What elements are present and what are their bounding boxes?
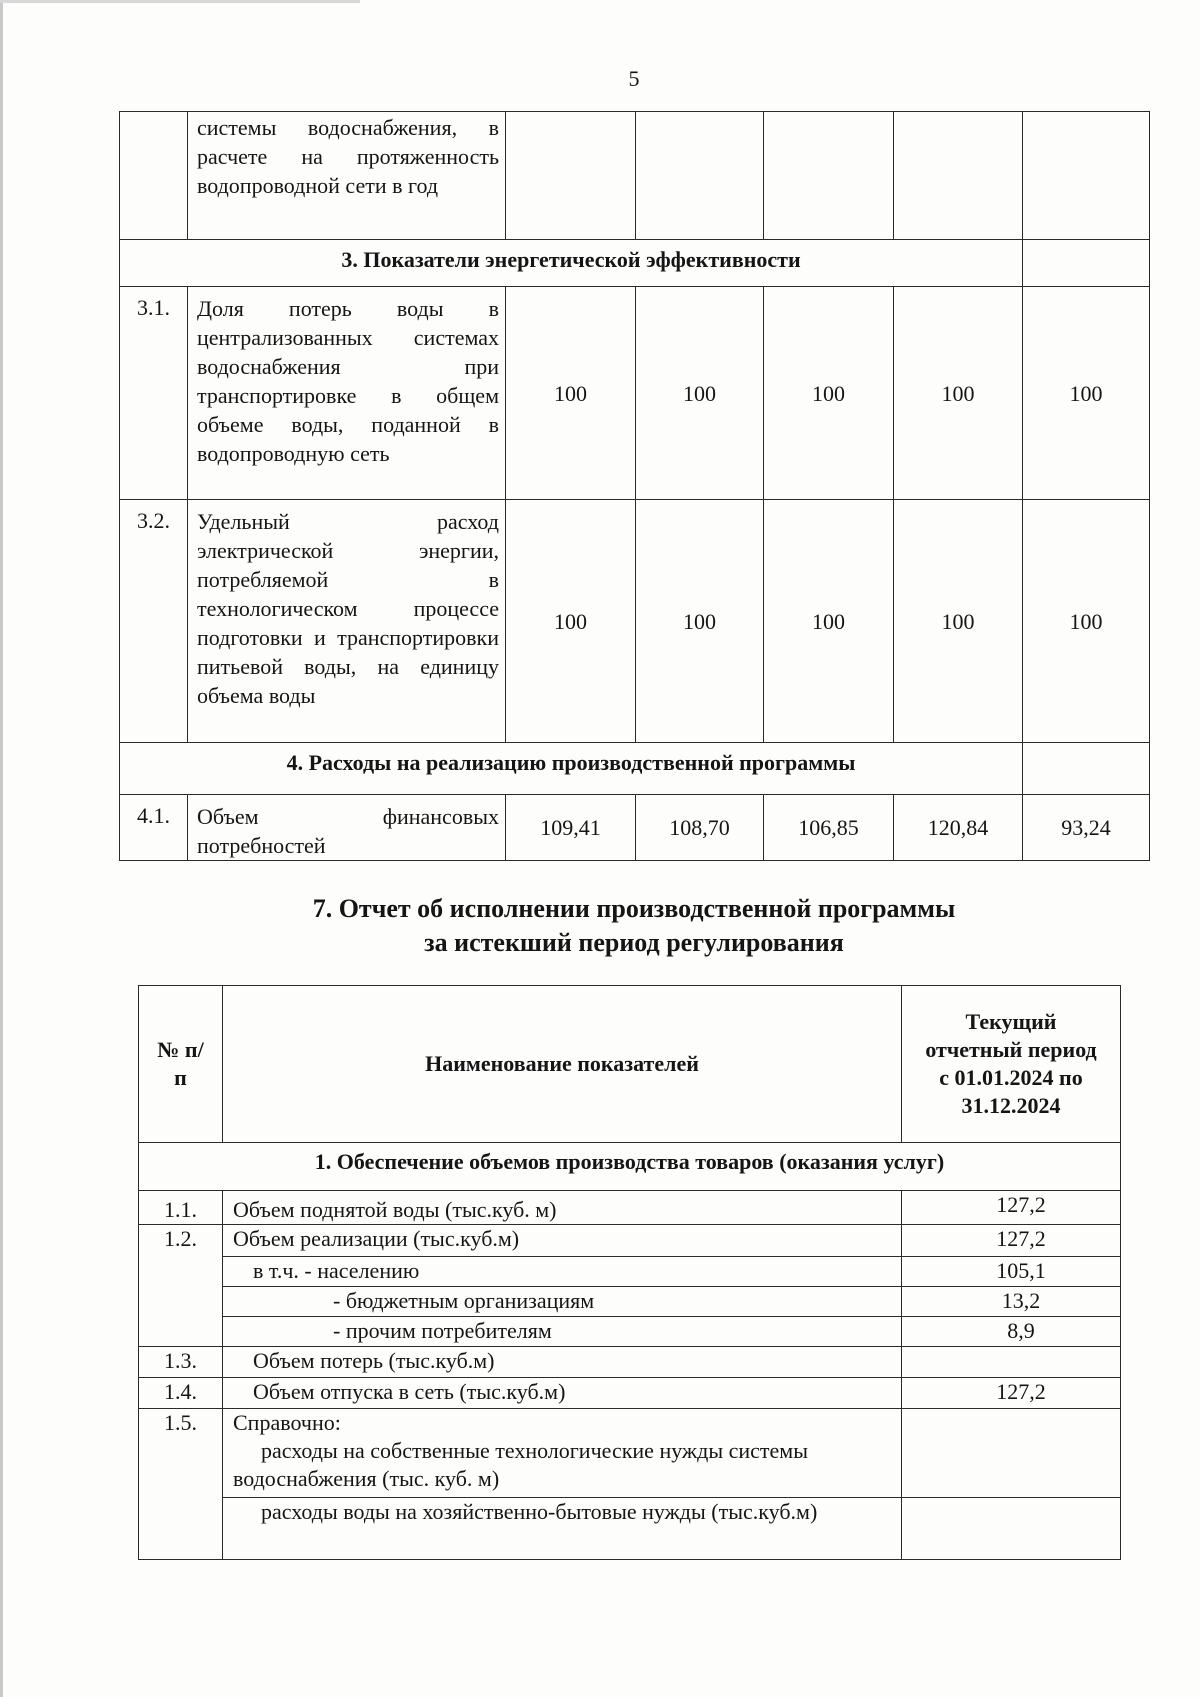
value-cell: [764, 112, 894, 240]
header-row: [139, 986, 1121, 1143]
table-row: [139, 1257, 1121, 1287]
table-row: [120, 795, 1150, 861]
value-cell: 100: [506, 287, 636, 500]
indicator-name: Объем отпуска в сеть (тыс.куб.м): [223, 1378, 902, 1409]
row-number: 1.3.: [139, 1347, 223, 1378]
report-title-line-2: за истекший период регулирования: [424, 928, 844, 957]
table-row: [139, 1287, 1121, 1317]
column-header-period: Текущий отчетный период с 01.01.2024 по 31.12.2024: [902, 986, 1121, 1143]
row-number: 1.1.: [139, 1191, 223, 1225]
value-cell: 127,2: [902, 1378, 1121, 1409]
value-cell: 13,2: [902, 1287, 1121, 1317]
row-number: 4.1.: [120, 795, 188, 861]
table-row: [139, 1409, 1121, 1498]
indicator-name: Объем поднятой воды (тыс.куб. м): [223, 1191, 902, 1225]
value-cell: 100: [506, 500, 636, 743]
indicator-name: системы водоснабжения, в расчете на протяженность водопроводной сети в год: [188, 112, 506, 240]
value-cell: [902, 1498, 1121, 1560]
row-number: 1.4.: [139, 1378, 223, 1409]
indicator-name: Удельный расход электрической энергии, потребляемой в технологическом процессе подготовки и транспортировки питьевой воды, на единицу объема воды: [188, 500, 506, 743]
indicators-table: [119, 111, 1150, 861]
value-cell: 100: [1023, 500, 1150, 743]
section-heading: 4. Расходы на реализацию производственной программы: [120, 743, 1023, 795]
value-cell: 100: [894, 287, 1023, 500]
indicator-name: Объем реализации (тыс.куб.м): [223, 1225, 902, 1257]
value-cell: 127,2: [902, 1191, 1121, 1225]
table-row: [120, 287, 1150, 500]
indicator-name: [223, 1409, 902, 1498]
section-row: [120, 240, 1150, 287]
value-cell: 93,24: [1023, 795, 1150, 861]
value-cell: [894, 112, 1023, 240]
value-cell: 106,85: [764, 795, 894, 861]
value-cell: [902, 1409, 1121, 1498]
value-cell: 127,2: [902, 1225, 1121, 1257]
table-row: [139, 1191, 1121, 1225]
reference-label: Справочно:: [233, 1410, 341, 1435]
section-row: [139, 1143, 1121, 1191]
value-cell: 120,84: [894, 795, 1023, 861]
value-cell: 105,1: [902, 1257, 1121, 1287]
scan-edge-left: [0, 0, 3, 1697]
value-cell: 100: [636, 287, 764, 500]
indicator-name: Объем финансовых потребностей: [188, 795, 506, 861]
value-cell: 100: [636, 500, 764, 743]
indicator-name: Объем потерь (тыс.куб.м): [223, 1347, 902, 1378]
section-heading: 1. Обеспечение объемов производства товаров (оказания услуг): [139, 1143, 1121, 1191]
scan-edge-top: [0, 0, 360, 3]
table-row: [139, 1317, 1121, 1347]
indicator-name: в т.ч. - населению: [223, 1257, 902, 1287]
section-heading: 3. Показатели энергетической эффективности: [120, 240, 1023, 287]
report-title: [0, 892, 1200, 960]
section-row: [120, 743, 1150, 795]
row-number: [120, 112, 188, 240]
value-cell: 109,41: [506, 795, 636, 861]
value-cell: [1023, 112, 1150, 240]
value-cell: [636, 112, 764, 240]
indicator-name: расходы воды на хозяйственно-бытовые нужды (тыс.куб.м): [223, 1498, 902, 1560]
indicator-name: Доля потерь воды в централизованных системах водоснабжения при транспортировке в общем объеме воды, поданной в водопроводную сеть: [188, 287, 506, 500]
row-number: 1.5.: [139, 1409, 223, 1560]
table-row: [139, 1378, 1121, 1409]
value-cell: 8,9: [902, 1317, 1121, 1347]
table-row: [120, 112, 1150, 240]
table-row: [120, 500, 1150, 743]
reference-text: расходы на собственные технологические нужды системы водоснабжения (тыс. куб. м): [233, 1438, 808, 1491]
value-cell: 100: [1023, 287, 1150, 500]
indicator-name: - бюджетным организациям: [223, 1287, 902, 1317]
value-cell: [902, 1347, 1121, 1378]
row-number: 1.2.: [139, 1225, 223, 1347]
value-cell: 108,70: [636, 795, 764, 861]
value-cell: [1023, 240, 1150, 287]
table-row: [139, 1347, 1121, 1378]
page-number: 5: [628, 66, 640, 91]
value-cell: [506, 112, 636, 240]
row-number: 3.2.: [120, 500, 188, 743]
indicator-name: - прочим потребителям: [223, 1317, 902, 1347]
value-cell: [1023, 743, 1150, 795]
report-title-line-1: 7. Отчет об исполнении производственной программы: [312, 894, 956, 923]
report-table: [138, 985, 1121, 1560]
value-cell: 100: [894, 500, 1023, 743]
row-number: 3.1.: [120, 287, 188, 500]
table-row: [139, 1498, 1121, 1560]
column-header-name: Наименование показателей: [223, 986, 902, 1143]
value-cell: 100: [764, 287, 894, 500]
value-cell: 100: [764, 500, 894, 743]
column-header-number: № п/п: [139, 986, 223, 1143]
table-row: [139, 1225, 1121, 1257]
